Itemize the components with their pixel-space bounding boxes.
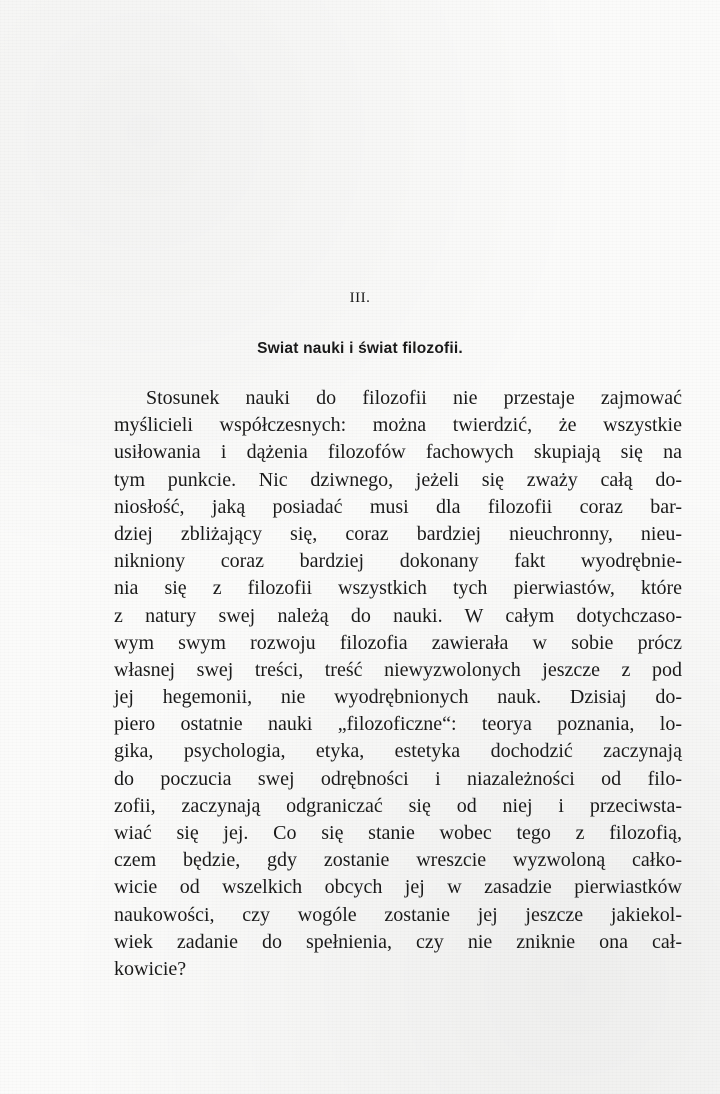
text-line: własnej swej treści, treść niewyzwolonych jeszcze z pod [114,658,682,681]
body-paragraph [114,385,682,983]
text-line: myślicieli współczesnych: można twierdzić, że wszystkie [114,414,682,437]
text-line: do poczucia swej odrębności i niazależności od filo- [114,767,682,790]
text-line: tym punkcie. Nic dziwnego, jeżeli się zważy całą do- [114,468,682,491]
text-line: z natury swej należą do nauki. W całym dotychczaso- [114,604,682,627]
text-line: wiek zadanie do spełnienia, czy nie zniknie ona cał- [114,930,682,953]
text-line: czem będzie, gdy zostanie wreszcie wyzwoloną całko- [114,849,682,872]
text-line: dziej zbliżający się, coraz bardziej nieuchronny, nieu- [114,522,682,545]
chapter-number: III. [349,290,371,306]
text-line: wiać się jej. Co się stanie wobec tego z filozofią, [114,822,682,844]
text-line: wicie od wszelkich obcych jej w zasadzie pierwiastków [114,876,682,899]
chapter-title: Swiat nauki i świat filozofii. [257,340,463,357]
text-line: zofii, zaczynają odgraniczać się od niej i przeciwsta- [114,794,682,817]
text-line: naukowości, czy wogóle zostanie jej jeszcze jakiekol- [114,903,682,926]
text-line: wym swym rozwoju filozofia zawierała w sobie prócz [114,631,682,654]
text-line: jej hegemonii, nie wyodrębnionych nauk. Dzisiaj do- [114,686,682,709]
text-line: piero ostatnie nauki „filozoficzne“: teorya poznania, lo- [114,713,682,736]
text-line: nia się z filozofii wszystkich tych pierwiastów, które [114,577,682,600]
text-line: usiłowania i dążenia filozofów fachowych skupiają się na [114,441,682,464]
text-line: niosłość, jaką posiadać musi dla filozofii coraz bar- [114,495,682,518]
text-line: Stosunek nauki do filozofii nie przestaje zajmować [146,387,682,409]
text-line: gika, psychologia, etyka, estetyka dochodzić zaczynają [114,740,682,763]
text-line: kowicie? [114,957,187,980]
text-line: nikniony coraz bardziej dokonany fakt wyodrębnie- [114,550,682,573]
